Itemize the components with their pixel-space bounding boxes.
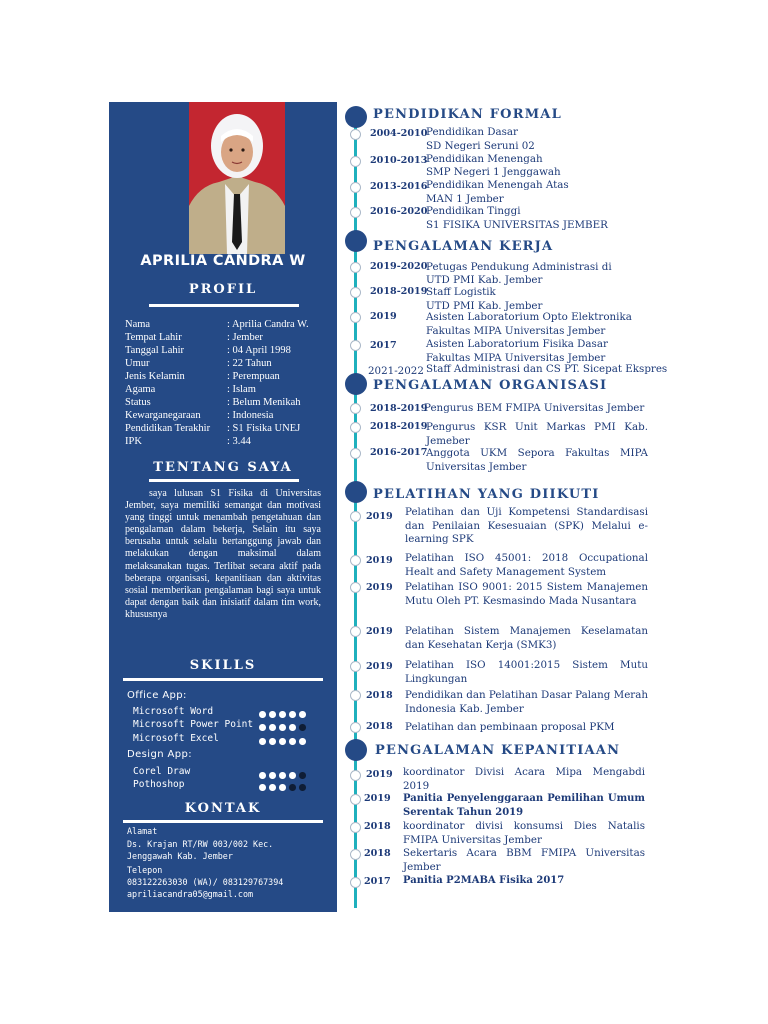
profil-label: Tempat Lahir [125,332,182,343]
rating-dot [299,724,306,731]
profil-value: : Islam [227,384,256,395]
profil-label: Kewarganegaraan [125,410,201,421]
profil-label: Tanggal Lahir [125,345,185,356]
timeline-dot [350,626,361,637]
about-divider [149,479,299,482]
entry-detail: SD Negeri Seruni 02 [426,140,535,152]
skill-rating [259,711,306,718]
contact-phone: 083122263030 (WA)/ 083129767394 [127,877,284,887]
rating-dot [289,738,296,745]
entry-title: Petugas Pendukung Administrasi di [426,261,612,273]
rating-dot [259,772,266,779]
rating-dot [279,738,286,745]
timeline-dot [350,403,361,414]
rating-dot [279,772,286,779]
entry-title: Pendidikan Menengah [426,153,543,165]
skill-rating [259,772,306,779]
section-marker [345,373,367,395]
entry-text: Pelatihan Sistem Manajemen Keselamatan dan Kesehatan Kerja (SMK3) [405,625,648,651]
entry-year: 2018 [364,848,391,859]
profil-label: Nama [125,319,151,330]
rating-dot [289,784,296,791]
about-title: TENTANG SAYA [153,460,293,475]
skill-rating [259,738,306,745]
skill-name: Microsoft Word [133,706,214,717]
rating-dot [259,711,266,718]
profil-label: Agama [125,384,156,395]
kerja-title: PENGALAMAN KERJA [373,239,554,254]
entry-year: 2017 [364,876,391,887]
entry-year: 2016-2020 [370,206,428,217]
pendidikan-title: PENDIDIKAN FORMAL [373,107,562,122]
entry-title: Pendidikan Tinggi [426,205,521,217]
entry-year: 2019-2020 [370,261,428,272]
timeline-dot [350,877,361,888]
timeline-dot [350,690,361,701]
entry-text: Panitia P2MABA Fisika 2017 [403,875,565,886]
section-marker [345,230,367,252]
entry-year: 2019 [366,582,393,593]
timeline-dot [350,287,361,298]
rating-dot [289,772,296,779]
rating-dot [279,711,286,718]
skill-rating [259,724,306,731]
timeline-dot [350,312,361,323]
timeline-dot [350,182,361,193]
timeline-dot [350,448,361,459]
timeline-dot [350,822,361,833]
entry-detail: SMP Negeri 1 Jenggawah [426,166,561,178]
about-text: saya lulusan S1 Fisika di Universitas Jember, saya memiliki semangat dan motivasi yang tinggi untuk menambah pengetahuan dan pengalaman dalam bekerja, Selain itu saya berusaha untuk selalu bertanggung jawab dan melakukan dengan maksimal dalam melaksanakan tugas. Terlibat secara aktif pada beberapa organisasi, kepanitiaan dan aktivitas sosial memberikan pengalaman bagi saya untuk dapat dengan baik dan inisiatif dalam tim work, khususnya [125,488,321,620]
organisasi-title: PENGALAMAN ORGANISASI [373,378,608,393]
rating-dot [299,784,306,791]
contact-title: KONTAK [184,801,262,816]
profil-value: : Aprilia Candra W. [227,319,309,330]
timeline-dot [350,511,361,522]
contact-address-line: Jenggawah Kab. Jember [127,851,233,861]
rating-dot [259,738,266,745]
entry-title: Asisten Laboratorium Fisika Dasar [426,338,608,350]
timeline-dot [350,770,361,781]
entry-text: Pengurus BEM FMIPA Universitas Jember [424,402,645,414]
timeline-dot [350,129,361,140]
entry-year: 2017 [370,340,397,351]
timeline-dot [350,661,361,672]
entry-text: Pendidikan dan Pelatihan Dasar Palang Merah Indonesia Kab. Jember [405,689,648,715]
timeline-dot [350,207,361,218]
entry-title: Pendidikan Menengah Atas [426,179,569,191]
entry-text: Pelatihan ISO 45001: 2018 Occupational Healt and Safety Management System [405,552,648,578]
entry-year: 2016-2017 [370,447,428,458]
profil-value: : Perempuan [227,371,280,382]
rating-dot [289,711,296,718]
pelatihan-title: PELATIHAN YANG DIIKUTI [373,487,600,502]
entry-detail: Fakultas MIPA Universitas Jember [426,325,606,337]
timeline-dot [350,582,361,593]
rating-dot [299,772,306,779]
entry-detail: S1 FISIKA UNIVERSITAS JEMBER [426,219,608,231]
skill-name: Microsoft Excel [133,733,219,744]
entry-year: 2019 [366,555,393,566]
entry-text: koordinator Divisi Acara Mipa Mengabdi 2019 [403,766,645,792]
entry-text: Pelatihan dan Uji Kompetensi Standardisasi dan Penilaian Kesesuaian (SPK) Melalui e-learning SPK [405,506,648,545]
rating-dot [279,784,286,791]
entry-title: Asisten Laboratorium Opto Elektronika [426,311,632,323]
entry-detail: UTD PMI Kab. Jember [426,300,543,312]
entry-year: 2018 [366,690,393,701]
profil-title: PROFIL [188,282,258,297]
rating-dot [269,784,276,791]
entry-text: Pelatihan dan pembinaan proposal PKM [405,721,615,733]
profil-value: : 22 Tahun [227,358,272,369]
entry-text: koordinator divisi konsumsi Dies Natalis FMIPA Universitas Jember [403,820,645,846]
profil-label: Umur [125,358,150,369]
design-app-heading: Design App: [127,749,193,760]
profile-photo [189,102,285,254]
rating-dot [269,738,276,745]
timeline-dot [350,156,361,167]
profil-label: Status [125,397,151,408]
entry-year: 2018-2019 [370,403,428,414]
contact-address-label: Alamat [127,826,158,836]
contact-phone-label: Telepon [127,865,163,875]
skill-name: Corel Draw [133,766,191,777]
entry-text: Pelatihan ISO 9001: 2015 Sistem Manajemen Mutu Oleh PT. Kesmasindo Mada Nusantara [405,581,648,607]
entry-text: Anggota UKM Sepora Fakultas MIPA Universitas Jember [426,447,648,473]
skills-divider [123,678,323,681]
entry-title: Staff Administrasi dan CS PT. Sicepat Ekspres [426,363,668,375]
rating-dot [279,724,286,731]
section-marker [345,106,367,128]
entry-title: Staff Logistik [426,286,496,298]
contact-email: apriliacandra05@gmail.com [127,889,254,899]
profil-label: Jenis Kelamin [125,371,185,382]
rating-dot [289,724,296,731]
entry-text: Pelatihan ISO 14001:2015 Sistem Mutu Lingkungan [405,659,648,685]
section-marker [345,739,367,761]
entry-year: 2021-2022 [368,365,424,377]
profil-value: : 04 April 1998 [227,345,291,356]
entry-year: 2019 [366,626,393,637]
rating-dot [299,738,306,745]
entry-title: Pendidikan Dasar [426,126,518,138]
profil-value: : Indonesia [227,410,274,421]
office-app-heading: Office App: [127,690,187,701]
entry-detail: UTD PMI Kab. Jember [426,274,543,286]
entry-year: 2013-2016 [370,181,428,192]
rating-dot [269,724,276,731]
full-name: APRILIA CANDRA W [140,253,306,269]
rating-dot [269,772,276,779]
rating-dot [259,784,266,791]
timeline-dot [350,340,361,351]
entry-year: 2019 [366,511,393,522]
timeline-dot [350,262,361,273]
rating-dot [299,711,306,718]
profil-label: Pendidikan Terakhir [125,423,211,434]
skill-name: Microsoft Power Point [133,719,254,730]
entry-year: 2010-2013 [370,155,428,166]
entry-year: 2018 [364,821,391,832]
timeline-dot [350,422,361,433]
entry-text: Panitia Penyelenggaraan Pemilihan Umum Serentak Tahun 2019 [403,793,645,818]
section-marker [345,481,367,503]
timeline-dot [350,555,361,566]
entry-year: 2018 [366,721,393,732]
profil-value: : Jember [227,332,263,343]
skills-title: SKILLS [189,658,257,673]
skill-rating [259,784,306,791]
entry-year: 2019 [370,311,397,322]
profil-label: IPK [125,436,142,447]
entry-year: 2019 [366,769,393,780]
timeline-dot [350,722,361,733]
rating-dot [269,711,276,718]
sidebar [109,102,337,912]
entry-text: Sekertaris Acara BBM FMIPA Universitas Jember [403,847,645,873]
entry-year: 2018-2019 [370,286,428,297]
entry-year: 2004-2010 [370,128,428,139]
contact-divider [123,820,323,823]
entry-year: 2019 [364,793,391,804]
timeline-dot [350,849,361,860]
entry-year: 2019 [366,661,393,672]
rating-dot [259,724,266,731]
entry-year: 2018-2019 [370,421,428,432]
contact-address-line: Ds. Krajan RT/RW 003/002 Kec. [127,839,274,849]
entry-text: Pengurus KSR Unit Markas PMI Kab. Jemeber [426,421,648,447]
profil-value: : Belum Menikah [227,397,301,408]
profil-value: : 3.44 [227,436,251,447]
kepanitiaan-title: PENGALAMAN KEPANITIAAN [375,743,621,758]
profil-divider [149,304,299,307]
timeline-dot [350,794,361,805]
profil-value: : S1 Fisika UNEJ [227,423,301,434]
entry-detail: Fakultas MIPA Universitas Jember [426,352,606,364]
skill-name: Pothoshop [133,779,185,790]
entry-detail: MAN 1 Jember [426,193,504,205]
